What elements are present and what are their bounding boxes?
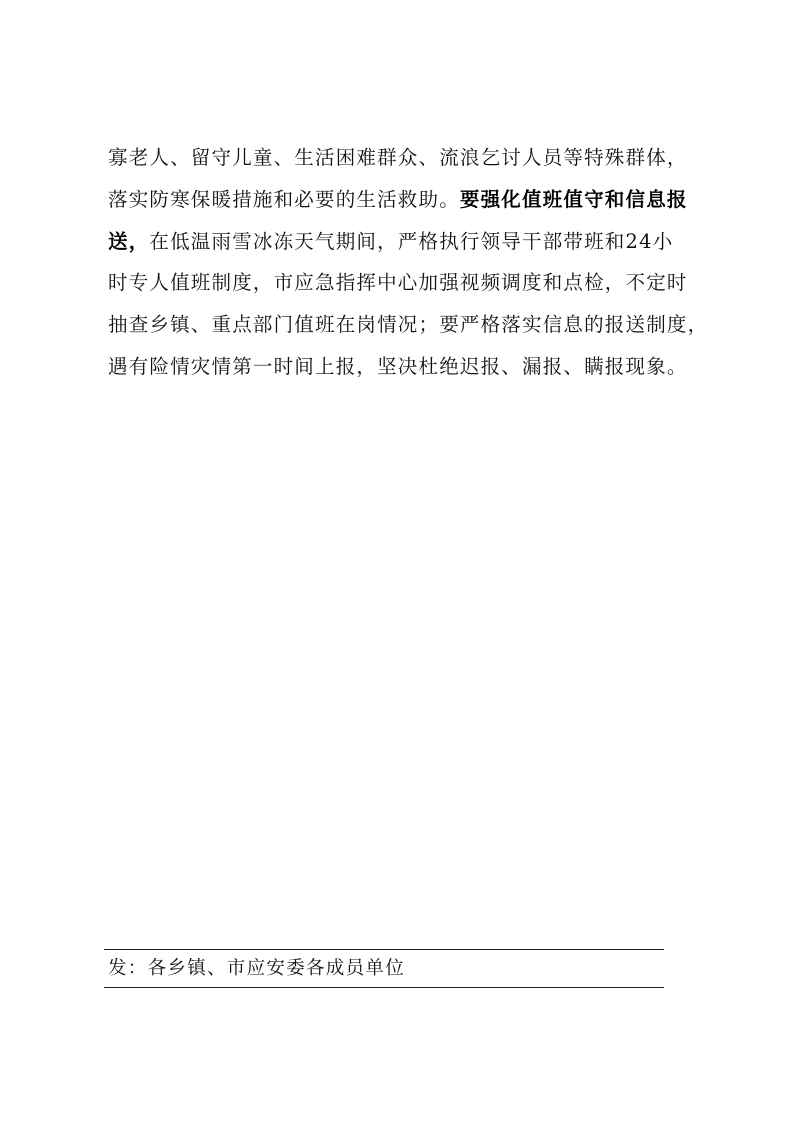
text-line xyxy=(108,179,708,221)
text-line xyxy=(108,221,708,263)
text-line xyxy=(108,304,708,346)
text-segment: 遇有险情灾情第一时间上报，坚决杜绝迟报、漏报、瞒报现象。 xyxy=(108,354,688,378)
distribution-bottom-rule xyxy=(104,987,664,988)
body-paragraph xyxy=(108,137,708,388)
text-line xyxy=(108,262,708,304)
text-segment: 时专人值班制度，市应急指挥中心加强视频调度和点检，不定时 xyxy=(108,271,688,295)
distribution-line: 发：各乡镇、市应安委各成员单位 xyxy=(108,958,406,979)
text-line xyxy=(108,137,708,179)
text-segment: 寡老人、留守儿童、生活困难群众、流浪乞讨人员等特殊群体， xyxy=(108,146,688,169)
text-segment: 落实防寒保暖措施和必要的生活救助。 xyxy=(108,187,460,211)
text-line xyxy=(108,346,708,388)
distribution-top-rule xyxy=(104,949,664,950)
text-segment: 抽查乡镇、重点部门值班在岗情况；要严格落实信息的报送制度， xyxy=(108,313,709,337)
text-segment: 在低温雨雪冰冻天气期间，严格执行领导干部带班和24小 xyxy=(149,229,674,253)
bold-text-segment: 要强化值班值守和信息报 xyxy=(459,187,688,211)
bold-text-segment: 送， xyxy=(108,229,150,253)
